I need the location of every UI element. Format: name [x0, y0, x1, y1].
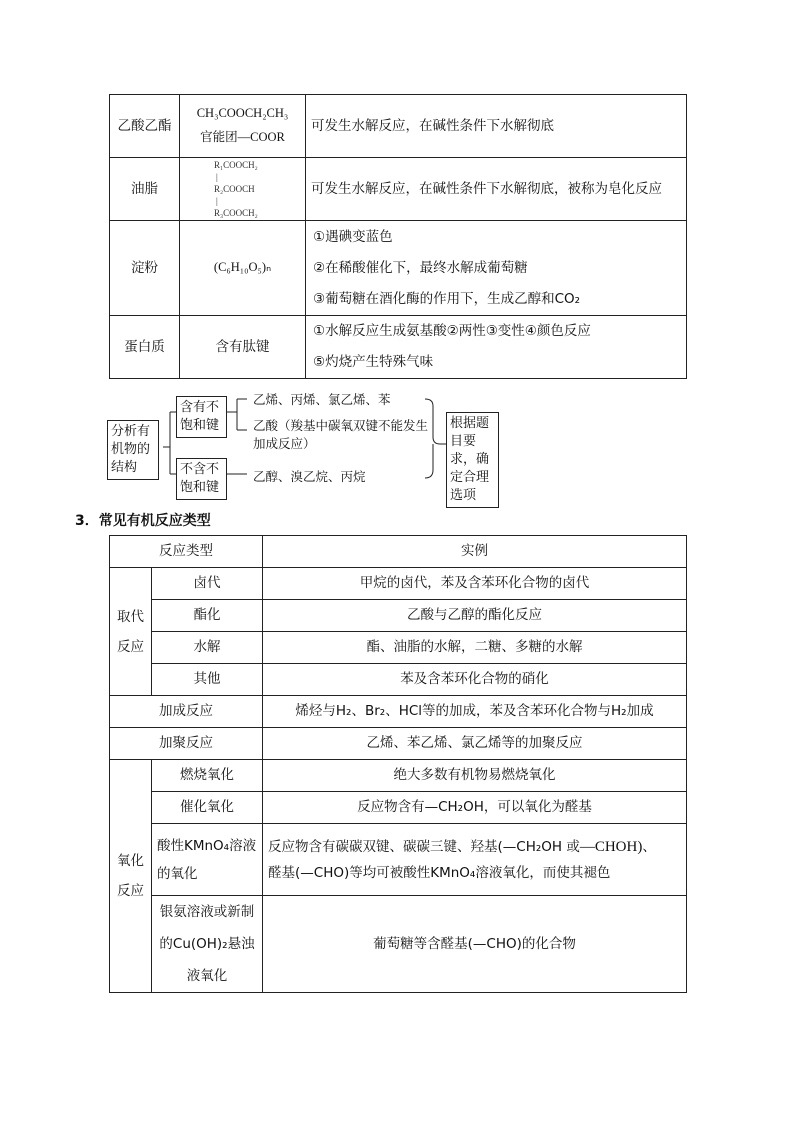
example: 反应物含有—CH₂OH，可以氧化为醛基	[263, 792, 687, 824]
table-row	[110, 568, 687, 600]
unsaturated-example: 乙烯、丙烯、氯乙烯、苯	[253, 392, 391, 407]
formula-line: R₁COOCH₂	[214, 160, 258, 170]
subtype-text: 银氨溶液或新制的Cu(OH)₂悬浊液氧化	[159, 904, 255, 984]
subtype	[152, 824, 263, 896]
example: 烯烃与H₂、Br₂、HCl等的加成，苯及含苯环化合物与H₂加成	[263, 696, 687, 728]
formula-line: R₃COOCH₂	[214, 208, 258, 218]
desc-line: ③葡萄糖在酒化酶的作用下，生成乙醇和CO₂	[313, 290, 581, 307]
subtype: 其他	[152, 664, 263, 696]
example-text: 、	[642, 838, 656, 855]
subtype: 酯化	[152, 600, 263, 632]
example-line	[268, 834, 682, 860]
compound-name: 油脂	[110, 158, 180, 221]
subtype: 燃烧氧化	[152, 760, 263, 792]
desc-line: ①水解反应生成氨基酸②两性③变性④颜色反应	[313, 323, 591, 339]
table-header	[110, 536, 687, 568]
table-row	[110, 632, 687, 664]
table-row	[110, 760, 687, 792]
compound-description: 可发生水解反应，在碱性条件下水解彻底	[306, 95, 687, 158]
reaction-type: 加成反应	[110, 696, 263, 728]
compound-description	[306, 221, 687, 316]
subtype: 催化氧化	[152, 792, 263, 824]
subtype-text: 酸性KMnO₄溶液的氧化	[157, 837, 257, 882]
header-type: 反应类型	[110, 536, 263, 568]
table-row	[110, 600, 687, 632]
formula-line: 官能团—COOR	[200, 130, 285, 144]
chohgroup-formula: —CHOH)	[579, 838, 643, 855]
table-row	[110, 95, 687, 158]
compound-name: 淀粉	[110, 221, 180, 316]
formula-line: CH₃COOCH₂CH₃	[196, 106, 289, 121]
reaction-types-table	[109, 535, 687, 993]
unsaturated-example: 乙酸（羧基中碳氧双键不能发生加成反应）	[253, 418, 429, 451]
structure-analysis-diagram	[107, 392, 507, 503]
table-row	[110, 728, 687, 760]
desc-line: ①遇碘变蓝色	[313, 228, 393, 245]
subtype: 卤代	[152, 568, 263, 600]
compound-description: 可发生水解反应，在碱性条件下水解彻底，被称为皂化反应	[306, 158, 687, 221]
example: 乙烯、苯乙烯、氯乙烯等的加聚反应	[263, 728, 687, 760]
header-example: 实例	[263, 536, 687, 568]
example: 绝大多数有机物易燃烧氧化	[263, 760, 687, 792]
table-row	[110, 696, 687, 728]
compound-name: 蛋白质	[110, 316, 180, 379]
table-row	[110, 221, 687, 316]
group-label	[110, 760, 152, 993]
group-label-text: 取代反应	[117, 608, 144, 655]
compound-formula: (C₆H₁₀O₅)ₙ	[180, 221, 306, 316]
formula-line: |	[216, 196, 218, 206]
compound-name: 乙酸乙酯	[110, 95, 180, 158]
group-label-text: 氧化反应	[117, 853, 144, 899]
table-row	[110, 158, 687, 221]
formula-line: R₂COOCH	[214, 184, 255, 194]
example-text: 反应物含有碳碳双键、碳碳三键、羟基(—CH₂OH 或	[268, 838, 580, 855]
result-box: 根据题目要求，确定合理选项	[446, 412, 499, 508]
desc-line: ⑤灼烧产生特殊气味	[313, 354, 434, 370]
subtype	[152, 896, 263, 993]
table-row	[110, 824, 687, 896]
example: 甲烷的卤代，苯及含苯环化合物的卤代	[263, 568, 687, 600]
subtype: 水解	[152, 632, 263, 664]
table-row	[110, 792, 687, 824]
reaction-type: 加聚反应	[110, 728, 263, 760]
root-box: 分析有机物的结构	[107, 420, 159, 480]
saturated-box: 不含不饱和键	[176, 458, 227, 500]
table-row	[110, 896, 687, 993]
table-row	[110, 664, 687, 696]
example: 葡萄糖等含醛基(—CHO)的化合物	[263, 896, 687, 993]
organic-compounds-table	[109, 94, 687, 379]
compound-formula	[180, 158, 306, 221]
example: 苯及含苯环化合物的硝化	[263, 664, 687, 696]
compound-formula: 含有肽键	[180, 316, 306, 379]
section-title: 3．常见有机反应类型	[75, 513, 211, 529]
desc-line: ②在稀酸催化下，最终水解成葡萄糖	[313, 259, 528, 276]
compound-formula	[180, 95, 306, 158]
example: 乙酸与乙醇的酯化反应	[263, 600, 687, 632]
formula-line: |	[216, 172, 218, 182]
example	[263, 824, 687, 896]
compound-description	[306, 316, 687, 379]
unsaturated-box: 含有不饱和键	[176, 396, 227, 438]
saturated-example: 乙醇、溴乙烷、丙烷	[253, 469, 366, 484]
table-row	[110, 316, 687, 379]
example-line: 醛基(—CHO)等均可被酸性KMnO₄溶液氧化，而使其褪色	[268, 864, 611, 881]
group-label	[110, 568, 152, 696]
example: 酯、油脂的水解，二糖、多糖的水解	[263, 632, 687, 664]
